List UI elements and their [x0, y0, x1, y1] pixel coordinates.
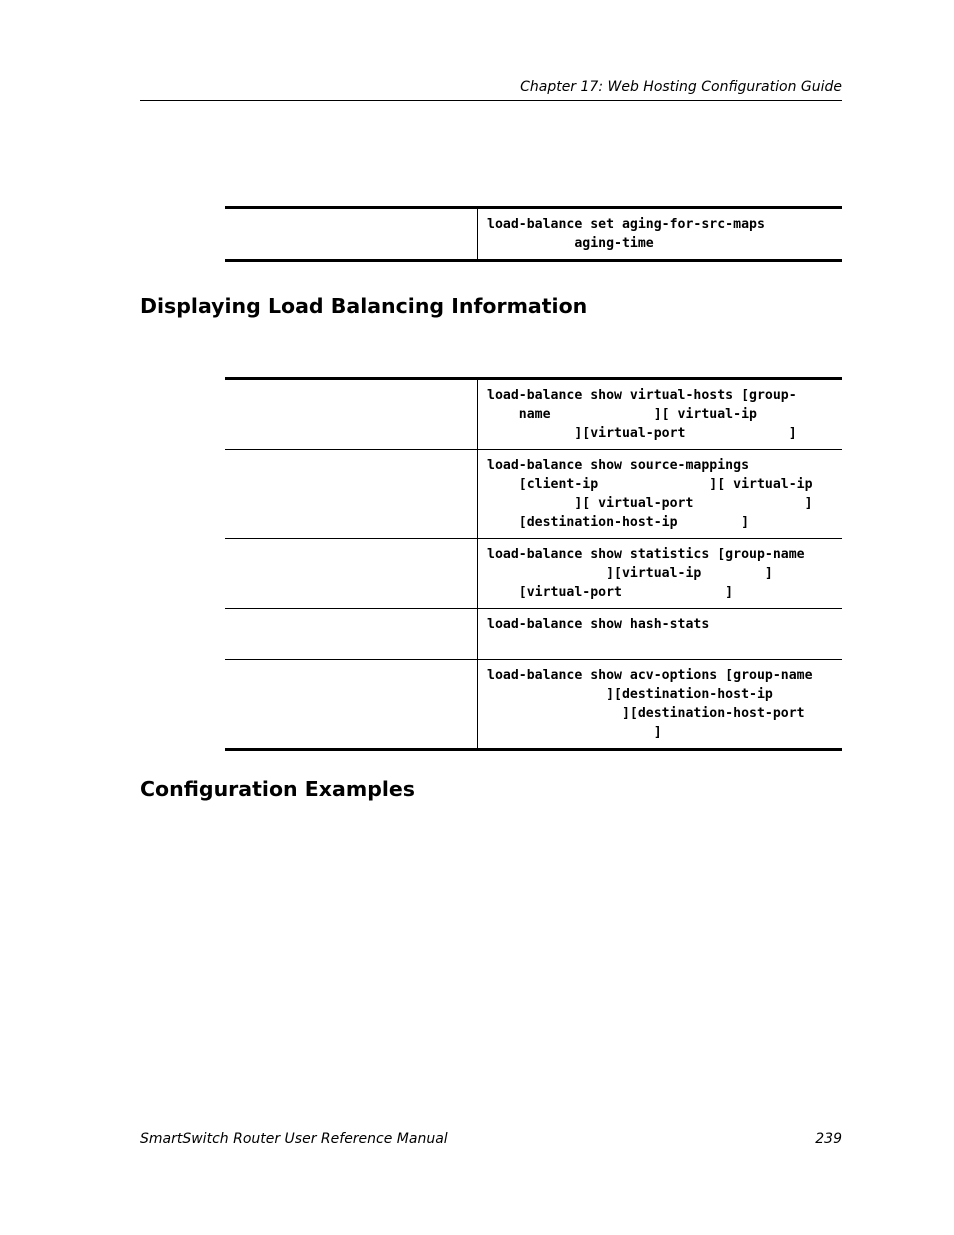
table-row — [225, 538, 842, 608]
section-heading-displaying: Displaying Load Balancing Information — [140, 294, 588, 318]
show-commands-table — [225, 377, 842, 751]
table-cell-description — [225, 450, 478, 538]
table-row — [225, 209, 842, 259]
table-cell-command: load-balance show source-mappings [client-ip ][ virtual-ip ][ virtual-port ] [destination-host-ip ] — [487, 458, 813, 530]
table-cell-description — [225, 539, 478, 608]
page-number: 239 — [815, 1131, 842, 1147]
running-header: Chapter 17: Web Hosting Configuration Guide — [520, 79, 842, 95]
header-rule — [140, 100, 842, 101]
aging-command-table — [225, 206, 842, 262]
section-heading-examples: Configuration Examples — [140, 777, 415, 801]
table-row — [225, 659, 842, 748]
table-cell-command: load-balance show hash-stats — [487, 617, 710, 632]
table-cell-description — [225, 380, 478, 449]
table-cell-description — [225, 609, 478, 659]
table-cell-command: load-balance show virtual-hosts [group- name ][ virtual-ip ][virtual-port ] — [487, 388, 797, 441]
table-cell-description — [225, 660, 478, 748]
table-cell-description — [225, 209, 478, 259]
table-cell-command: load-balance set aging-for-src-maps aging-time — [487, 217, 765, 251]
footer-manual-title: SmartSwitch Router User Reference Manual — [140, 1131, 448, 1147]
table-cell-command: load-balance show statistics [group-name ][virtual-ip ] [virtual-port ] — [487, 547, 805, 600]
table-row — [225, 380, 842, 449]
table-row — [225, 608, 842, 659]
table-row — [225, 449, 842, 538]
table-cell-command: load-balance show acv-options [group-name ][destination-host-ip ][destination-host-port ] — [487, 668, 813, 740]
